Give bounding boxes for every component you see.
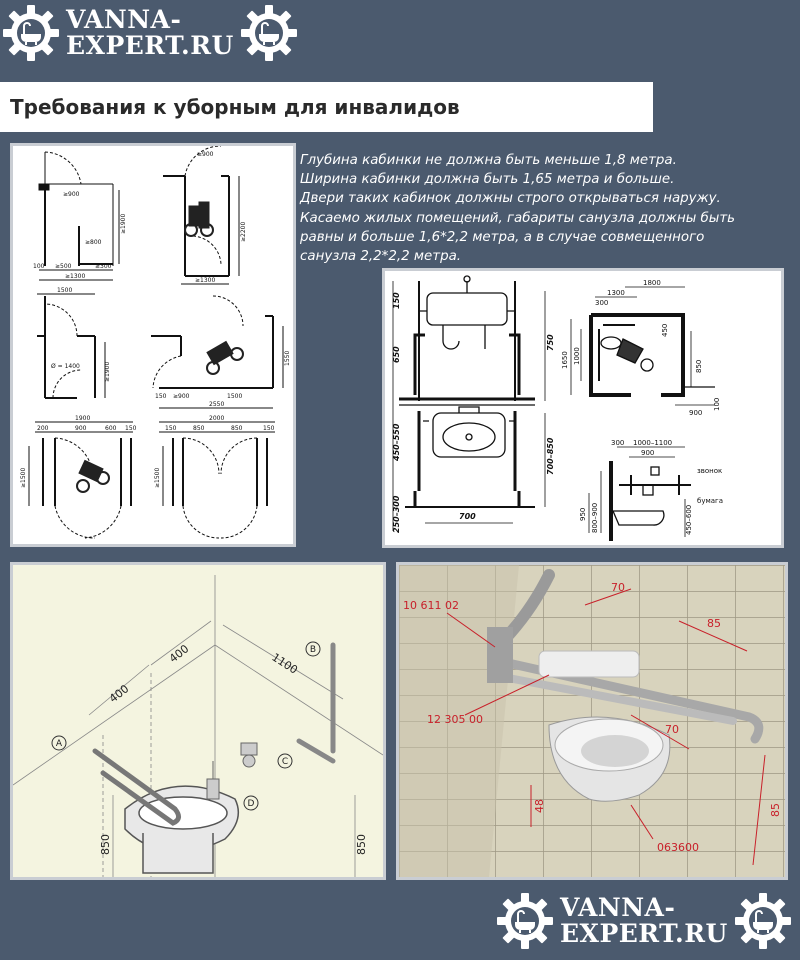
brand-name [60, 7, 240, 59]
dim-label: 800–900 [591, 502, 599, 533]
dim-label: 150 [263, 425, 275, 432]
dim-label: 70 [611, 581, 625, 594]
dim-label: 1000 [573, 347, 581, 365]
dim-label: 700 [459, 512, 476, 521]
brand-name [554, 895, 734, 947]
dim-label: 1500 [57, 287, 73, 294]
dim-label: ≥1300 [195, 277, 216, 284]
dim-label: ≥800 [85, 239, 102, 246]
floorplans-drawing [13, 146, 293, 544]
dim-label: 900 [75, 425, 87, 432]
part-code-1: 10 611 02 [403, 599, 459, 612]
dim-label: 1800 [643, 279, 661, 287]
dim-label: ≥1500 [20, 467, 27, 488]
dim-label: ≥300 [95, 263, 112, 270]
dim-label: 1650 [561, 351, 569, 369]
plan-3 [37, 294, 105, 398]
dim-label: 400 [106, 682, 132, 706]
dim-label: 450–550 [392, 423, 401, 461]
dim-label: 150 [125, 425, 137, 432]
isometric-drawing [13, 565, 383, 877]
plan-2 [163, 146, 239, 284]
callout-B: B [309, 645, 317, 655]
dim-label: ≥1900 [104, 361, 111, 382]
dim-label: 850 [231, 425, 243, 432]
dim-label: 150 [392, 292, 401, 309]
dim-label: 150 [165, 425, 177, 432]
dim-label: 100 [33, 263, 45, 270]
requirement-line: равны и больше 1,6*2,2 метра, а в случае совмещенного [300, 229, 705, 245]
washbasin-front-view [405, 407, 535, 507]
dim-label: 600 [105, 425, 117, 432]
paper-holder-C [241, 743, 257, 767]
dim-label: 850 [695, 359, 703, 373]
brand-logo-bottom [496, 892, 792, 950]
toilet-plan [571, 287, 715, 405]
dim-label: 1300 [607, 289, 625, 297]
washbasin-drawing [385, 271, 781, 545]
dim-label: 450–600 [685, 504, 693, 535]
dim-label: 850 [193, 425, 205, 432]
dim-label: 900 [641, 449, 655, 457]
brand-line-1: VANNA- [560, 893, 676, 922]
brand-line-2: EXPERT.RU [560, 919, 728, 948]
dim-label: 900 [689, 409, 703, 417]
dim-label: 650 [392, 346, 401, 363]
plan-6 [159, 422, 275, 538]
washbasin-panel [382, 268, 784, 548]
dim-label: 850 [355, 834, 368, 855]
part-code-3: 063600 [657, 841, 699, 854]
requirements-text [300, 151, 780, 266]
dim-label: 300 [611, 439, 625, 447]
brand-line-2: EXPERT.RU [66, 31, 234, 60]
dim-label: 200 [37, 425, 49, 432]
dim-label: ≥900 [173, 393, 190, 400]
dim-label: 450 [661, 323, 669, 337]
requirement-line: Ширина кабинки должна быть 1,65 метра и больше. [300, 172, 675, 188]
dim-label: ≥900 [63, 191, 80, 198]
dim-label: ≥2200 [240, 221, 247, 242]
dim-label: ≥900 [197, 151, 214, 158]
plan-1 [39, 152, 119, 280]
callout-D: D [247, 799, 255, 809]
dim-label: 700–850 [546, 437, 555, 475]
dim-label: 48 [533, 799, 546, 813]
requirement-line: Глубина кабинки не должна быть меньше 1,8 метра. [300, 153, 677, 168]
render-photo-panel [396, 562, 788, 880]
brand-line-1: VANNA- [66, 5, 182, 34]
gear-bathtub-icon [2, 4, 60, 62]
part-code-2: 12 305 00 [427, 713, 483, 726]
dim-label: 1900 [75, 415, 91, 422]
page-title: Требования к уборным для инвалидов [10, 95, 460, 119]
dim-label: ≥1500 [154, 467, 161, 488]
requirement-line: Касаемо жилых помещений, габариты санузла должны быть [300, 210, 736, 226]
dim-label: 100 [713, 397, 721, 411]
brand-logo-top [2, 4, 298, 62]
gear-bathtub-icon [734, 892, 792, 950]
dim-label: 70 [665, 723, 679, 736]
dim-label: 400 [166, 642, 192, 666]
dim-label: 85 [707, 617, 721, 630]
dim-label: ≥500 [55, 263, 72, 270]
dim-label: 850 [99, 834, 112, 855]
dim-label: 950 [579, 507, 587, 521]
dim-label: Ø = 1400 [51, 363, 80, 370]
requirement-line: Двери таких кабинок должны строго открываться наружу. [300, 191, 721, 207]
dim-label: 1100 [269, 650, 300, 677]
dim-label: 2000 [209, 415, 225, 422]
floorplans-panel [10, 143, 296, 547]
dim-label: 2550 [209, 401, 225, 408]
dim-label: 1550 [284, 350, 291, 366]
plan-5 [29, 422, 133, 538]
dim-label: ≥1300 [65, 273, 86, 280]
requirement-line: санузла 2,2*2,2 метра. [300, 249, 462, 265]
gear-bathtub-icon [496, 892, 554, 950]
plan-4 [151, 296, 283, 408]
render-drawing [399, 565, 785, 877]
callout-C: C [281, 757, 289, 767]
dim-label: звонок [697, 467, 723, 475]
dim-label: ≥1900 [120, 213, 127, 234]
isometric-panel [10, 562, 386, 880]
dim-label: 750 [546, 334, 555, 351]
washbasin-side-view [399, 276, 535, 405]
toilet-elevation [589, 447, 691, 541]
dim-label: 1500 [227, 393, 243, 400]
title-bar [0, 82, 653, 132]
gear-bathtub-icon [240, 4, 298, 62]
toilet-brush-D [207, 761, 219, 799]
dim-label: бумага [697, 497, 723, 505]
callout-A: A [55, 739, 63, 749]
dim-label: 1000–1100 [633, 439, 673, 447]
dim-label: 250–300 [392, 495, 401, 533]
dim-label: 85 [769, 803, 782, 817]
dim-label: 300 [595, 299, 609, 307]
dim-label: 150 [155, 393, 167, 400]
